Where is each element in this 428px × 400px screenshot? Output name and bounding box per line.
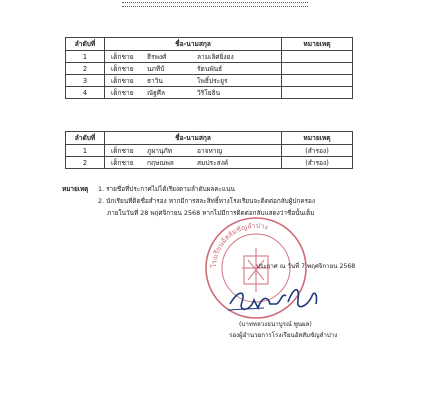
table-row	[66, 51, 353, 63]
name-prefix: เด็กชาย	[111, 52, 134, 61]
signer-position: รองผู้อำนวยการโรงเรียนอัสสัมชัญลำปาง	[229, 332, 338, 339]
row-name	[105, 75, 282, 87]
row-order: 4	[66, 87, 105, 99]
row-order: 2	[66, 63, 105, 75]
row-order: 1	[66, 51, 105, 63]
table-row	[66, 87, 353, 99]
row-note: (สำรอง)	[282, 145, 353, 157]
row-name	[105, 157, 282, 169]
name-prefix: เด็กชาย	[111, 64, 134, 73]
first-name: นภทีป์	[147, 64, 165, 73]
row-note	[282, 75, 353, 87]
name-prefix: เด็กชาย	[111, 158, 134, 167]
row-name	[105, 87, 282, 99]
last-name: สมประสงค์	[197, 158, 229, 167]
row-note	[282, 51, 353, 63]
last-name: อาจหาญ	[197, 146, 223, 155]
remarks-label: หมายเหตุ	[62, 185, 89, 193]
first-name: กฤษณพล	[147, 158, 174, 167]
table-row	[66, 63, 353, 75]
first-name: ณัฐศีล	[147, 88, 165, 97]
table-row	[66, 75, 353, 87]
table-header-row	[66, 38, 353, 51]
top-dotted-rule	[122, 2, 308, 7]
table-header-row	[66, 132, 353, 145]
last-name: โพธิ์ประยูร	[197, 76, 228, 85]
header-note: หมายเหตุ	[282, 132, 353, 145]
table-row	[66, 157, 353, 169]
header-name: ชื่อ-นามสกุล	[105, 38, 282, 51]
header-name: ชื่อ-นามสกุล	[105, 132, 282, 145]
handwritten-signature	[224, 282, 324, 318]
row-order: 2	[66, 157, 105, 169]
last-name: รัตนพันธ์	[197, 64, 223, 73]
name-prefix: เด็กชาย	[111, 88, 134, 97]
row-note	[282, 87, 353, 99]
signer-name: (บาทหลวงธนาบูรณ์ พูนผล)	[239, 321, 312, 328]
last-name: วิริโยธิน	[197, 88, 221, 97]
row-order: 1	[66, 145, 105, 157]
row-note: (สำรอง)	[282, 157, 353, 169]
remark-note-2: 2. นักเรียนที่ติดชื่อสำรอง หากมีการสละสิทธิ์ทางโรงเรียนจะติดต่อกลับผู้ปกครอง	[98, 197, 316, 205]
row-order: 3	[66, 75, 105, 87]
row-note	[282, 63, 353, 75]
last-name: ลามเลิศยิ่งยง	[197, 52, 234, 61]
row-name	[105, 51, 282, 63]
table-row	[66, 145, 353, 157]
main-roster-table	[65, 37, 353, 99]
header-order: ลำดับที่	[66, 38, 105, 51]
reserve-roster-table	[65, 131, 353, 169]
name-prefix: เด็กชาย	[111, 76, 134, 85]
seal-ring-text: โรงเรียนอัสสัมชัญลำปาง	[209, 221, 269, 269]
header-order: ลำดับที่	[66, 132, 105, 145]
announcement-date: ประกาศ ณ วันที่ 7 พฤศจิกายน 2568	[256, 263, 356, 270]
first-name: ธีรพงศ์	[147, 52, 167, 61]
first-name: ธาวิน	[147, 76, 163, 85]
remark-note-1: 1. รายชื่อที่ประกาศไม่ได้เรียงตามลำดับผลคะแนน	[98, 185, 235, 193]
header-note: หมายเหตุ	[282, 38, 353, 51]
name-prefix: เด็กชาย	[111, 146, 134, 155]
row-name	[105, 63, 282, 75]
row-name	[105, 145, 282, 157]
first-name: ภูผานุภัท	[147, 146, 173, 155]
remark-note-3: ภายในวันที่ 28 พฤศจิกายน 2568 หากไม่มีการติดต่อกลับแสดงว่าชื่อนั้นเต็ม	[107, 209, 315, 217]
